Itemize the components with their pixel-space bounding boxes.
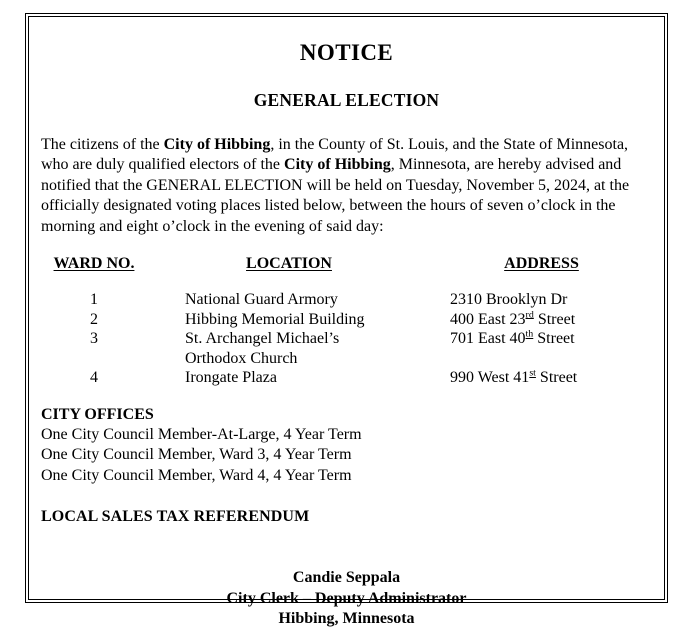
table-row	[35, 329, 658, 368]
column-header-ward: WARD NO.	[53, 255, 135, 273]
column-header-address: ADDRESS	[504, 255, 579, 273]
city-name-emphasis-2: City of Hibbing	[284, 156, 391, 174]
document-content	[35, 23, 658, 628]
table-row	[35, 368, 658, 388]
body-segment-2: , in the County of St. Louis, and the State of Minnesota, who are duly qualified electors of the	[41, 135, 629, 174]
table-header-row	[35, 254, 658, 276]
page-subtitle: GENERAL ELECTION	[253, 90, 440, 111]
cell-ward-number: 3	[90, 330, 98, 348]
table-spacer-row	[35, 276, 658, 290]
signer-role: City Clerk – Deputy Administrator	[226, 589, 467, 607]
referendum-heading: LOCAL SALES TAX REFERENDUM	[41, 508, 310, 526]
city-office-item: One City Council Member, Ward 4, 4 Year Term	[41, 466, 352, 484]
city-name-emphasis-1: City of Hibbing	[163, 135, 271, 153]
cell-address: 400 East 23rd Street	[450, 309, 576, 328]
cell-address: 701 East 40th Street	[450, 328, 575, 348]
body-segment-3: , Minnesota, are hereby advised and notified that the GENERAL ELECTION will be held on Tuesday, November 5, 2024, at the officially designated voting places listed below, between the hours of seven o’clock in the morning and eight o’clock in the evening of said day:	[41, 156, 630, 235]
city-offices-heading: CITY OFFICES	[41, 405, 154, 423]
polling-places-table	[35, 254, 658, 388]
notice-body-paragraph	[35, 135, 658, 238]
city-office-item: One City Council Member-At-Large, 4 Year Term	[41, 425, 362, 443]
cell-address: 990 West 41st Street	[450, 367, 578, 387]
cell-location: St. Archangel Michael’s Orthodox Church	[185, 330, 340, 367]
cell-ward-number: 1	[90, 291, 98, 309]
signature-block	[35, 568, 658, 630]
column-header-location: LOCATION	[246, 255, 332, 273]
cell-location: National Guard Armory	[185, 291, 338, 309]
table-row	[35, 310, 658, 330]
city-office-item: One City Council Member, Ward 3, 4 Year Term	[41, 446, 352, 464]
page-title: NOTICE	[299, 40, 394, 65]
signer-name: Candie Seppala	[292, 569, 401, 587]
cell-location: Irongate Plaza	[185, 369, 277, 387]
notice-document-page	[25, 13, 668, 628]
signer-location: Hibbing, Minnesota	[278, 610, 415, 628]
city-offices-section	[35, 404, 658, 487]
cell-ward-number: 4	[90, 369, 98, 387]
cell-ward-number: 2	[90, 310, 98, 328]
cell-address: 2310 Brooklyn Dr	[450, 291, 568, 309]
cell-location: Hibbing Memorial Building	[185, 310, 365, 328]
body-segment-1: The citizens of the	[41, 135, 164, 153]
table-row	[35, 290, 658, 310]
